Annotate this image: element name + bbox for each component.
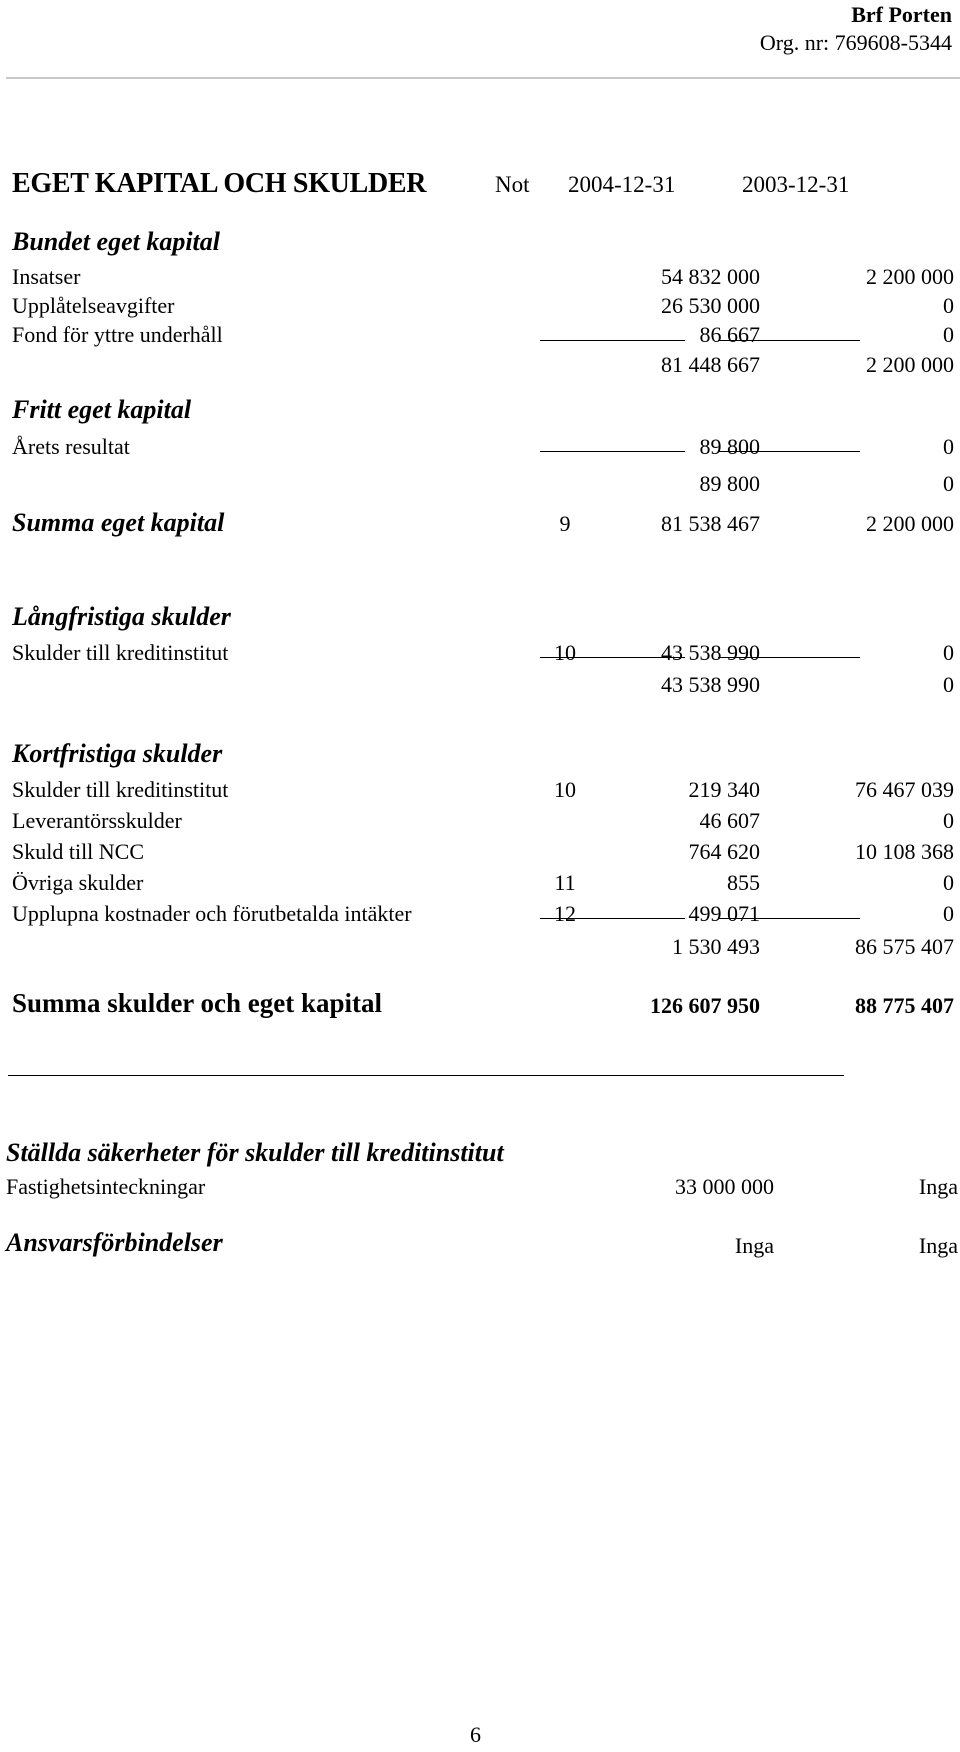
org-number: Org. nr: 769608-5344 <box>759 30 952 55</box>
row-label: Övriga skulder <box>12 870 144 895</box>
sum-underline <box>540 918 685 919</box>
sum-underline <box>540 451 685 452</box>
sum-underline <box>718 340 860 341</box>
value-2003: 0 <box>943 808 954 833</box>
value-2003: 76 467 039 <box>855 777 954 802</box>
subtotal-2003: 86 575 407 <box>855 934 954 959</box>
value-2003: 0 <box>943 870 954 895</box>
value-2003: 88 775 407 <box>855 993 954 1018</box>
page-number: 6 <box>470 1722 481 1747</box>
value-2004: 89 800 <box>699 434 760 459</box>
org-name: Brf Porten <box>851 2 952 27</box>
value-2004: 126 607 950 <box>650 993 760 1018</box>
section-heading-ansvar: Ansvarsförbindelser <box>6 1228 223 1257</box>
note-ref: 10 <box>554 640 576 665</box>
section-divider <box>8 1075 844 1076</box>
row-label: Skulder till kreditinstitut <box>12 640 229 665</box>
value-2003: Inga <box>918 1174 958 1199</box>
sum-underline <box>718 657 860 658</box>
value-2003: 0 <box>943 434 954 459</box>
subtotal-2003: 0 <box>943 672 954 697</box>
value-2004: 43 538 990 <box>661 640 760 665</box>
row-label: Skuld till NCC <box>12 839 145 864</box>
subtotal-2004: 81 448 667 <box>661 352 760 377</box>
note-ref: 9 <box>559 511 571 536</box>
note-ref: 10 <box>554 777 576 802</box>
row-label: Skulder till kreditinstitut <box>12 777 229 802</box>
value-2003: Inga <box>918 1233 958 1258</box>
value-2004: 86 667 <box>699 322 760 347</box>
value-2003: 10 108 368 <box>855 839 954 864</box>
row-label: Årets resultat <box>12 434 130 459</box>
balance-title: EGET KAPITAL OCH SKULDER <box>12 168 427 199</box>
value-2004: 855 <box>727 870 760 895</box>
row-label: Summa skulder och eget kapital <box>12 988 383 1018</box>
sum-underline <box>540 340 685 341</box>
row-label: Insatser <box>12 264 81 289</box>
section-heading-stallda: Ställda säkerheter för skulder till kreditinstitut <box>6 1138 504 1167</box>
sum-underline <box>718 918 860 919</box>
value-2003: 0 <box>943 901 954 926</box>
header-divider <box>6 77 960 79</box>
note-column-header: Not <box>495 172 530 197</box>
note-ref: 12 <box>554 901 576 926</box>
section-heading-langfristiga: Långfristiga skulder <box>12 602 231 631</box>
subtotal-2003: 0 <box>943 471 954 496</box>
note-ref: 11 <box>554 870 576 895</box>
value-2004: 46 607 <box>699 808 760 833</box>
year-2003-column-header: 2003-12-31 <box>742 172 850 197</box>
value-2004: 54 832 000 <box>661 264 760 289</box>
subtotal-2004: 43 538 990 <box>661 672 760 697</box>
value-2004: Inga <box>734 1233 774 1258</box>
value-2004: 26 530 000 <box>661 293 760 318</box>
subtotal-2003: 2 200 000 <box>866 352 954 377</box>
value-2003: 0 <box>943 322 954 347</box>
value-2004: 219 340 <box>688 777 760 802</box>
value-2003: 2 200 000 <box>866 511 954 536</box>
section-heading-bundet: Bundet eget kapital <box>12 227 220 256</box>
year-2004-column-header: 2004-12-31 <box>568 172 676 197</box>
row-label: Upplupna kostnader och förutbetalda intäkter <box>12 901 412 926</box>
sum-underline <box>718 451 860 452</box>
row-label: Leverantörsskulder <box>12 808 182 833</box>
row-label: Fastighetsinteckningar <box>6 1174 206 1199</box>
row-label: Summa eget kapital <box>12 508 225 537</box>
value-2004: 764 620 <box>688 839 760 864</box>
subtotal-2004: 1 530 493 <box>672 934 760 959</box>
section-heading-kortfristiga: Kortfristiga skulder <box>12 739 223 768</box>
row-label: Upplåtelseavgifter <box>12 293 175 318</box>
section-heading-fritt: Fritt eget kapital <box>12 395 192 424</box>
value-2003: 2 200 000 <box>866 264 954 289</box>
subtotal-2004: 89 800 <box>699 471 760 496</box>
value-2003: 0 <box>943 640 954 665</box>
value-2004: 33 000 000 <box>675 1174 774 1199</box>
sum-underline <box>540 657 685 658</box>
value-2004: 499 071 <box>688 901 760 926</box>
row-label: Fond för yttre underhåll <box>12 322 223 347</box>
value-2004: 81 538 467 <box>661 511 760 536</box>
value-2003: 0 <box>943 293 954 318</box>
